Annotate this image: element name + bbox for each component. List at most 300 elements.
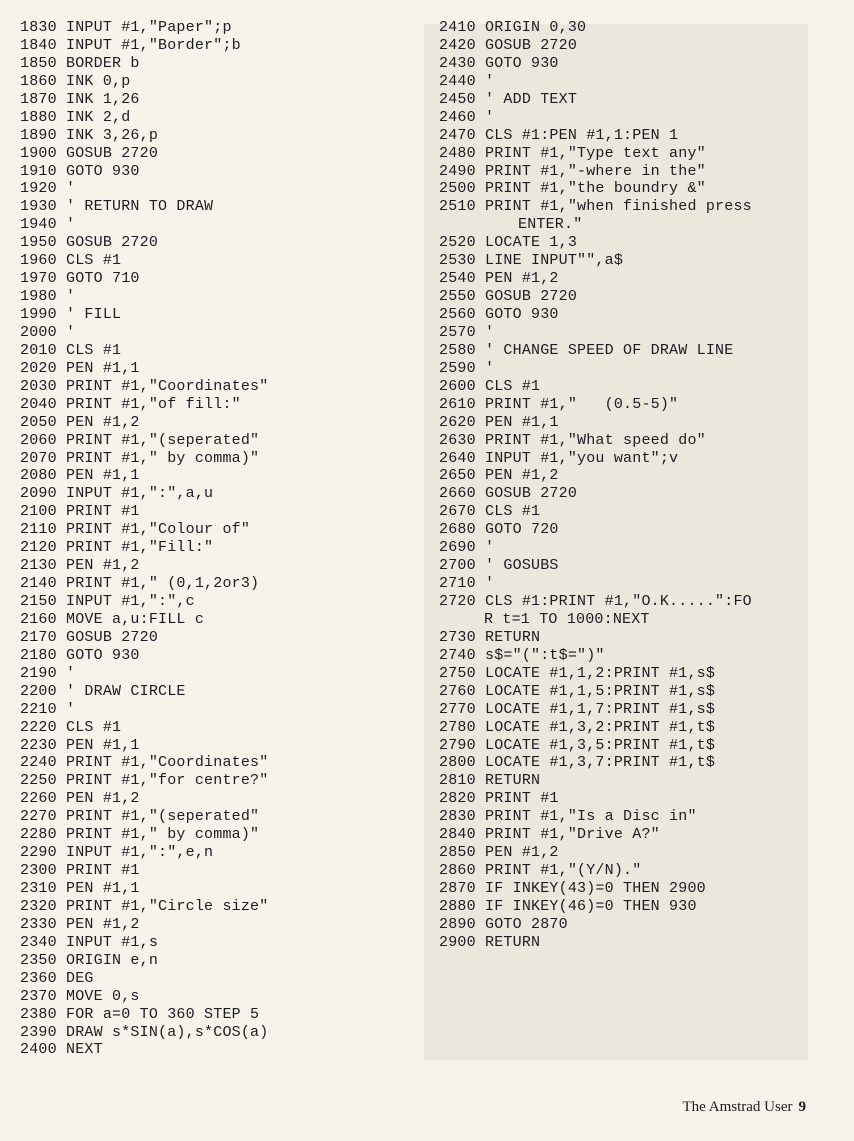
code-line bbox=[439, 665, 844, 683]
line-number: 2400 bbox=[20, 1041, 57, 1059]
code-line bbox=[439, 575, 844, 593]
line-number: 2840 bbox=[439, 826, 476, 844]
code-line bbox=[439, 324, 844, 342]
code-statement: ' bbox=[66, 288, 76, 306]
code-statement: ' GOSUBS bbox=[485, 557, 559, 575]
code-line bbox=[20, 844, 420, 862]
line-number: 2750 bbox=[439, 664, 476, 682]
code-statement: PEN #1,1 bbox=[66, 467, 140, 485]
line-number: 2850 bbox=[439, 844, 476, 862]
line-number: 2310 bbox=[20, 880, 57, 897]
line-number: 2270 bbox=[20, 808, 57, 826]
code-line bbox=[20, 324, 420, 342]
code-statement: PRINT #1,"for centre?" bbox=[66, 772, 269, 790]
code-statement: ' bbox=[66, 323, 76, 341]
code-statement: CLS #1:PEN #1,1:PEN 1 bbox=[485, 126, 679, 144]
line-number: 2880 bbox=[439, 897, 476, 915]
code-statement: CLS #1 bbox=[485, 503, 541, 521]
line-number: 2010 bbox=[20, 341, 57, 359]
code-line bbox=[20, 485, 420, 503]
code-statement: PRINT #1 bbox=[485, 790, 559, 808]
code-line bbox=[20, 952, 420, 970]
code-statement: PRINT #1,"(seperated" bbox=[66, 808, 260, 826]
code-statement: ' bbox=[485, 72, 495, 90]
line-number: 2630 bbox=[439, 431, 476, 449]
line-number: 2730 bbox=[439, 628, 476, 646]
line-number: 2120 bbox=[20, 539, 57, 557]
line-number: 2720 bbox=[439, 593, 476, 610]
line-number: 1900 bbox=[20, 144, 57, 162]
code-line bbox=[439, 521, 844, 539]
code-statement: PRINT #1,"the boundry &" bbox=[485, 180, 706, 198]
line-number: 2600 bbox=[439, 377, 476, 395]
code-line bbox=[20, 432, 420, 450]
line-number: 1830 bbox=[20, 19, 57, 36]
line-number: 2760 bbox=[439, 682, 476, 700]
line-number: 2800 bbox=[439, 754, 476, 772]
code-statement: LINE INPUT"",a$ bbox=[485, 252, 624, 270]
line-number: 2550 bbox=[439, 288, 476, 306]
code-line bbox=[20, 683, 420, 701]
code-line bbox=[20, 737, 420, 755]
code-statement: GOTO 2870 bbox=[485, 915, 568, 933]
line-number: 2220 bbox=[20, 718, 57, 736]
code-line bbox=[439, 844, 844, 862]
line-number: 2110 bbox=[20, 521, 57, 539]
line-number: 2350 bbox=[20, 951, 57, 969]
line-number: 2410 bbox=[439, 19, 476, 36]
line-number: 2060 bbox=[20, 431, 57, 449]
code-statement: PEN #1,2 bbox=[485, 270, 559, 288]
code-statement: PRINT #1,"of fill:" bbox=[66, 395, 241, 413]
line-number: 2590 bbox=[439, 359, 476, 377]
code-statement: GOSUB 2720 bbox=[66, 628, 159, 646]
code-statement: GOTO 930 bbox=[485, 306, 559, 323]
code-line bbox=[439, 396, 844, 414]
code-line bbox=[439, 360, 844, 378]
line-number: 2890 bbox=[439, 915, 476, 933]
code-statement: GOSUB 2720 bbox=[485, 36, 578, 54]
line-number: 2070 bbox=[20, 449, 57, 467]
code-statement: ' bbox=[66, 180, 76, 198]
line-number: 2420 bbox=[439, 36, 476, 54]
code-line bbox=[20, 145, 420, 163]
code-line bbox=[439, 198, 844, 216]
line-number: 1840 bbox=[20, 36, 57, 54]
code-statement: GOSUB 2720 bbox=[485, 288, 578, 306]
code-line bbox=[439, 503, 844, 521]
line-number: 2080 bbox=[20, 467, 57, 485]
code-statement: PEN #1,2 bbox=[66, 790, 140, 808]
line-number: 1960 bbox=[20, 252, 57, 270]
line-number: 2790 bbox=[439, 736, 476, 754]
code-statement: ' RETURN TO DRAW bbox=[66, 198, 214, 216]
code-line bbox=[20, 575, 420, 593]
line-number: 2640 bbox=[439, 449, 476, 467]
code-line bbox=[439, 790, 844, 808]
code-line bbox=[20, 898, 420, 916]
code-line bbox=[439, 862, 844, 880]
line-number: 2500 bbox=[439, 180, 476, 198]
code-line bbox=[439, 180, 844, 198]
code-statement: PRINT #1,"Drive A?" bbox=[485, 826, 660, 844]
code-line bbox=[439, 73, 844, 91]
line-number: 2320 bbox=[20, 897, 57, 915]
code-line bbox=[20, 754, 420, 772]
code-line bbox=[20, 1024, 420, 1042]
code-statement: NEXT bbox=[66, 1041, 103, 1059]
code-line bbox=[20, 306, 420, 324]
code-line bbox=[439, 378, 844, 396]
line-number: 1940 bbox=[20, 216, 57, 234]
line-number: 2200 bbox=[20, 682, 57, 700]
code-statement: CLS #1 bbox=[66, 718, 122, 736]
line-number: 2560 bbox=[439, 306, 476, 323]
line-number: 2480 bbox=[439, 144, 476, 162]
code-line bbox=[20, 593, 420, 611]
code-line bbox=[439, 701, 844, 719]
code-statement: BORDER b bbox=[66, 54, 140, 72]
line-number: 2870 bbox=[439, 880, 476, 897]
code-statement: INK 1,26 bbox=[66, 90, 140, 108]
code-statement: INK 3,26,p bbox=[66, 126, 159, 144]
line-number: 2330 bbox=[20, 915, 57, 933]
code-statement: PRINT #1,"(Y/N)." bbox=[485, 862, 642, 880]
code-line bbox=[20, 1006, 420, 1024]
code-line-continuation bbox=[439, 611, 844, 629]
code-statement: LOCATE #1,1,5:PRINT #1,s$ bbox=[485, 682, 716, 700]
code-line bbox=[20, 216, 420, 234]
publication-name: The Amstrad User bbox=[682, 1099, 793, 1115]
line-number: 2210 bbox=[20, 700, 57, 718]
page-footer bbox=[683, 1099, 806, 1116]
code-statement: INK 0,p bbox=[66, 72, 131, 90]
code-statement: PRINT #1," by comma)" bbox=[66, 449, 260, 467]
code-statement: ' bbox=[66, 700, 76, 718]
code-statement: INPUT #1,":",e,n bbox=[66, 844, 214, 862]
code-line bbox=[439, 19, 844, 37]
code-statement: MOVE 0,s bbox=[66, 987, 140, 1005]
code-statement: ' bbox=[485, 359, 495, 377]
line-number: 2370 bbox=[20, 987, 57, 1005]
code-line bbox=[439, 916, 844, 934]
code-statement: PRINT #1,"(seperated" bbox=[66, 431, 260, 449]
code-statement: ENTER." bbox=[518, 216, 583, 234]
code-statement: ' FILL bbox=[66, 306, 122, 323]
code-line bbox=[439, 432, 844, 450]
line-number: 2050 bbox=[20, 413, 57, 431]
code-line bbox=[439, 934, 844, 952]
code-line bbox=[20, 414, 420, 432]
line-number: 2230 bbox=[20, 736, 57, 754]
code-statement: ' DRAW CIRCLE bbox=[66, 682, 186, 700]
line-number: 2770 bbox=[439, 700, 476, 718]
code-statement: MOVE a,u:FILL c bbox=[66, 610, 205, 628]
code-line bbox=[439, 754, 844, 772]
code-line bbox=[439, 288, 844, 306]
line-number: 2340 bbox=[20, 933, 57, 951]
line-number: 2780 bbox=[439, 718, 476, 736]
code-statement: PRINT #1,"Coordinates" bbox=[66, 377, 269, 395]
line-number: 2170 bbox=[20, 628, 57, 646]
code-statement: PRINT #1,"Circle size" bbox=[66, 897, 269, 915]
page-number: 9 bbox=[798, 1099, 806, 1115]
code-line bbox=[20, 826, 420, 844]
code-statement: GOTO 720 bbox=[485, 521, 559, 539]
line-number: 2000 bbox=[20, 323, 57, 341]
line-number: 2130 bbox=[20, 557, 57, 575]
code-line bbox=[20, 934, 420, 952]
code-line bbox=[20, 880, 420, 898]
line-number: 2610 bbox=[439, 395, 476, 413]
line-number: 2300 bbox=[20, 862, 57, 880]
code-statement: ' ADD TEXT bbox=[485, 90, 578, 108]
line-number: 2660 bbox=[439, 485, 476, 503]
code-statement: INPUT #1,":",c bbox=[66, 593, 195, 610]
code-statement: PRINT #1 bbox=[66, 862, 140, 880]
code-line-continuation bbox=[439, 216, 844, 234]
line-number: 2360 bbox=[20, 969, 57, 987]
line-number: 2030 bbox=[20, 377, 57, 395]
code-line bbox=[20, 288, 420, 306]
line-number: 1870 bbox=[20, 90, 57, 108]
code-line bbox=[439, 647, 844, 665]
line-number: 2520 bbox=[439, 234, 476, 252]
code-line bbox=[439, 629, 844, 647]
code-statement: INPUT #1,"you want";v bbox=[485, 449, 679, 467]
code-statement: RETURN bbox=[485, 772, 541, 790]
line-number: 1950 bbox=[20, 234, 57, 252]
code-statement: LOCATE #1,3,5:PRINT #1,t$ bbox=[485, 736, 716, 754]
line-number: 2570 bbox=[439, 323, 476, 341]
code-line bbox=[439, 127, 844, 145]
code-line bbox=[20, 790, 420, 808]
code-statement: IF INKEY(46)=0 THEN 930 bbox=[485, 897, 697, 915]
code-line bbox=[439, 306, 844, 324]
code-statement: PRINT #1,"Fill:" bbox=[66, 539, 214, 557]
line-number: 2020 bbox=[20, 359, 57, 377]
code-statement: PEN #1,2 bbox=[66, 557, 140, 575]
code-line bbox=[20, 772, 420, 790]
line-number: 2810 bbox=[439, 772, 476, 790]
code-statement: PRINT #1,"Colour of" bbox=[66, 521, 251, 539]
code-line bbox=[20, 629, 420, 647]
code-line bbox=[439, 808, 844, 826]
code-line bbox=[20, 988, 420, 1006]
line-number: 2650 bbox=[439, 467, 476, 485]
code-statement: ' bbox=[66, 664, 76, 682]
line-number: 2440 bbox=[439, 72, 476, 90]
code-statement: PRINT #1,"Is a Disc in" bbox=[485, 808, 697, 826]
line-number: 2510 bbox=[439, 198, 476, 216]
code-statement: LOCATE #1,1,2:PRINT #1,s$ bbox=[485, 664, 716, 682]
code-statement: GOTO 930 bbox=[66, 646, 140, 664]
code-statement: PEN #1,1 bbox=[66, 359, 140, 377]
code-line bbox=[20, 91, 420, 109]
code-statement: INPUT #1,"Paper";p bbox=[66, 19, 232, 36]
line-number: 2280 bbox=[20, 826, 57, 844]
code-line bbox=[439, 270, 844, 288]
code-line bbox=[439, 109, 844, 127]
line-number: 1990 bbox=[20, 306, 57, 323]
line-number: 2460 bbox=[439, 108, 476, 126]
code-statement: ' bbox=[66, 216, 76, 234]
code-line bbox=[20, 970, 420, 988]
line-number: 2900 bbox=[439, 933, 476, 951]
code-line bbox=[439, 252, 844, 270]
line-number: 1970 bbox=[20, 270, 57, 288]
code-line bbox=[20, 270, 420, 288]
line-number: 2740 bbox=[439, 646, 476, 664]
code-statement: LOCATE 1,3 bbox=[485, 234, 578, 252]
code-statement: IF INKEY(43)=0 THEN 2900 bbox=[485, 880, 706, 897]
line-number: 1910 bbox=[20, 162, 57, 180]
line-number: 2180 bbox=[20, 646, 57, 664]
code-statement: LOCATE #1,3,2:PRINT #1,t$ bbox=[485, 718, 716, 736]
code-statement: GOSUB 2720 bbox=[485, 485, 578, 503]
code-line bbox=[439, 55, 844, 73]
code-statement: PRINT #1," (0.5-5)" bbox=[485, 395, 679, 413]
code-statement: RETURN bbox=[485, 628, 541, 646]
code-line bbox=[20, 180, 420, 198]
code-line bbox=[439, 450, 844, 468]
code-line bbox=[20, 862, 420, 880]
code-line bbox=[439, 414, 844, 432]
line-number: 2100 bbox=[20, 503, 57, 521]
line-number: 2150 bbox=[20, 593, 57, 610]
code-line bbox=[20, 73, 420, 91]
code-line bbox=[439, 719, 844, 737]
code-line bbox=[20, 378, 420, 396]
code-statement: PEN #1,1 bbox=[66, 736, 140, 754]
code-statement: LOCATE #1,3,7:PRINT #1,t$ bbox=[485, 754, 716, 772]
code-line bbox=[439, 772, 844, 790]
code-statement: ' bbox=[485, 323, 495, 341]
line-number: 2040 bbox=[20, 395, 57, 413]
line-number: 2710 bbox=[439, 575, 476, 593]
code-line bbox=[20, 665, 420, 683]
code-statement: ' bbox=[485, 539, 495, 557]
code-line bbox=[439, 826, 844, 844]
code-statement: RETURN bbox=[485, 933, 541, 951]
line-number: 2820 bbox=[439, 790, 476, 808]
code-statement: DEG bbox=[66, 969, 94, 987]
code-statement: PRINT #1," (0,1,2or3) bbox=[66, 575, 260, 593]
code-line bbox=[20, 701, 420, 719]
line-number: 2090 bbox=[20, 485, 57, 503]
line-number: 2530 bbox=[439, 252, 476, 270]
code-line bbox=[20, 127, 420, 145]
code-line bbox=[439, 163, 844, 181]
code-line bbox=[439, 145, 844, 163]
code-line bbox=[439, 234, 844, 252]
code-line bbox=[20, 808, 420, 826]
code-line bbox=[20, 342, 420, 360]
line-number: 2670 bbox=[439, 503, 476, 521]
code-statement: ' CHANGE SPEED OF DRAW LINE bbox=[485, 341, 734, 359]
code-line bbox=[20, 198, 420, 216]
code-statement: PRINT #1 bbox=[66, 503, 140, 521]
code-statement: PRINT #1,"Coordinates" bbox=[66, 754, 269, 772]
line-number: 2470 bbox=[439, 126, 476, 144]
code-line bbox=[20, 503, 420, 521]
code-line bbox=[20, 521, 420, 539]
code-line bbox=[20, 360, 420, 378]
code-statement: PEN #1,2 bbox=[66, 915, 140, 933]
code-line bbox=[439, 898, 844, 916]
code-line bbox=[20, 234, 420, 252]
line-number: 2580 bbox=[439, 341, 476, 359]
code-statement: s$="(":t$=")" bbox=[485, 646, 605, 664]
code-statement: ORIGIN e,n bbox=[66, 951, 159, 969]
line-number: 2540 bbox=[439, 270, 476, 288]
line-number: 2260 bbox=[20, 790, 57, 808]
code-statement: INPUT #1,s bbox=[66, 933, 159, 951]
code-statement: FOR a=0 TO 360 STEP 5 bbox=[66, 1005, 260, 1023]
code-line bbox=[20, 719, 420, 737]
line-number: 2620 bbox=[439, 413, 476, 431]
code-statement: DRAW s*SIN(a),s*COS(a) bbox=[66, 1023, 269, 1041]
line-number: 2860 bbox=[439, 862, 476, 880]
line-number: 2690 bbox=[439, 539, 476, 557]
line-number: 2390 bbox=[20, 1023, 57, 1041]
line-number: 1980 bbox=[20, 288, 57, 306]
line-number: 2250 bbox=[20, 772, 57, 790]
code-line bbox=[439, 91, 844, 109]
code-statement: GOSUB 2720 bbox=[66, 144, 159, 162]
code-line bbox=[20, 37, 420, 55]
line-number: 2140 bbox=[20, 575, 57, 593]
line-number: 1850 bbox=[20, 54, 57, 72]
code-statement: PEN #1,1 bbox=[485, 413, 559, 431]
line-number: 2490 bbox=[439, 162, 476, 180]
code-line bbox=[439, 37, 844, 55]
code-statement: PRINT #1,"when finished press bbox=[485, 198, 752, 216]
line-number: 2290 bbox=[20, 844, 57, 862]
code-statement: CLS #1 bbox=[66, 252, 122, 270]
code-statement: PEN #1,2 bbox=[66, 413, 140, 431]
code-line bbox=[439, 737, 844, 755]
code-line bbox=[20, 916, 420, 934]
line-number: 1890 bbox=[20, 126, 57, 144]
code-line bbox=[439, 467, 844, 485]
code-statement: PRINT #1,"Type text any" bbox=[485, 144, 706, 162]
code-statement: PEN #1,1 bbox=[66, 880, 140, 897]
code-line bbox=[439, 485, 844, 503]
line-number: 1860 bbox=[20, 72, 57, 90]
code-line bbox=[20, 396, 420, 414]
code-statement: CLS #1 bbox=[66, 341, 122, 359]
code-statement: R t=1 TO 1000:NEXT bbox=[484, 610, 650, 628]
code-statement: PRINT #1," by comma)" bbox=[66, 826, 260, 844]
code-statement: CLS #1:PRINT #1,"O.K.....":FO bbox=[485, 593, 752, 610]
code-line bbox=[20, 19, 420, 37]
code-line bbox=[20, 1041, 420, 1059]
code-statement: ' bbox=[485, 575, 495, 593]
line-number: 1880 bbox=[20, 108, 57, 126]
code-line bbox=[20, 252, 420, 270]
code-line bbox=[20, 647, 420, 665]
line-number: 2190 bbox=[20, 664, 57, 682]
code-statement: LOCATE #1,1,7:PRINT #1,s$ bbox=[485, 700, 716, 718]
listing-column-left bbox=[20, 19, 420, 1059]
code-statement: CLS #1 bbox=[485, 377, 541, 395]
code-statement: GOSUB 2720 bbox=[66, 234, 159, 252]
code-statement: GOTO 710 bbox=[66, 270, 140, 288]
code-line bbox=[20, 611, 420, 629]
code-line bbox=[20, 539, 420, 557]
line-number: 2380 bbox=[20, 1005, 57, 1023]
